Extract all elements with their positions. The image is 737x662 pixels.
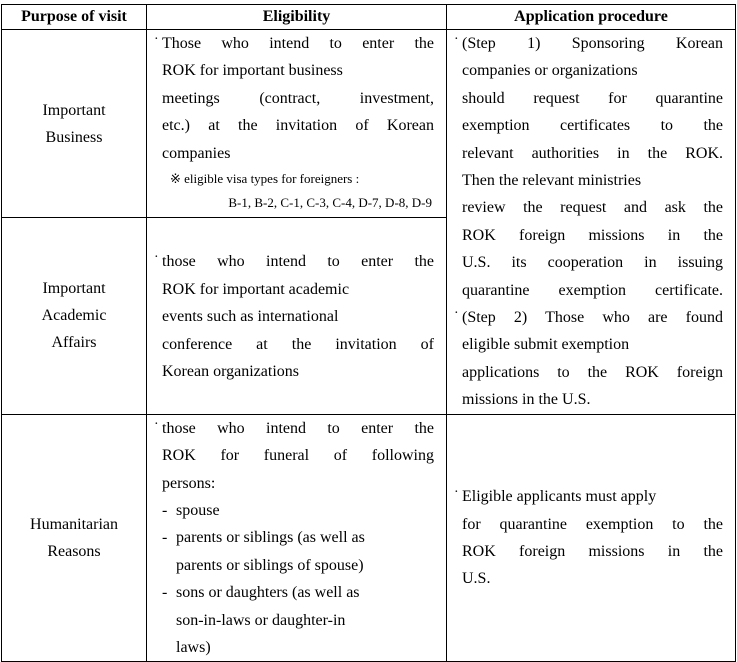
procedure-line: exemption certificates to the [462,117,723,135]
eligibility-line: etc.) at the invitation of Korean [162,117,434,135]
procedure-line: quarantine exemption certificate. [462,281,723,299]
list-item-text: laws) [176,638,211,656]
purpose-line: Affairs [51,334,97,352]
bullet-dot: · [154,250,159,266]
purpose-line: Reasons [47,543,101,561]
procedure-line: review the request and ask the [462,199,723,217]
procedure-line: should request for quarantine [462,89,723,107]
list-item [162,579,434,661]
header-eligibility: Eligibility [147,5,447,30]
header-procedure: Application procedure [447,5,736,30]
procedure-line: relevant authorities in the ROK. [462,144,723,162]
procedure-line: U.S. its cooperation in issuing [462,254,723,272]
table-row [2,30,736,218]
eligibility-cell [147,30,447,218]
eligibility-line: ROK for important business [162,62,343,80]
eligibility-line: events such as international [162,308,339,326]
dash-marker: - [162,529,168,547]
eligibility-line: Those who intend to enter the [162,35,434,52]
procedure-line: (Step 2) Those who are found [462,309,723,327]
eligibility-line: those who intend to enter the [162,419,434,437]
header-purpose: Purpose of visit [2,5,147,30]
list-item-text: parents or siblings (as well as [176,529,365,547]
eligibility-line: ROK for important academic [162,280,350,298]
procedure-line: U.S. [462,570,491,588]
procedure-line: (Step 1) Sponsoring Korean [462,35,723,52]
eligibility-line: ROK for funeral of following [162,447,434,465]
eligibility-line: conference at the invitation of [162,335,434,353]
purpose-line: Academic [41,307,107,325]
bullet-dot: · [154,32,159,47]
procedure-line: for quarantine exemption to the [462,515,723,533]
procedure-line: eligible submit exemption [462,336,630,354]
procedure-line: ROK foreign missions in the [462,226,723,244]
purpose-line: Important [42,101,106,119]
procedure-line: companies or organizations [462,62,638,80]
list-item [162,524,434,579]
purpose-line: Important [42,280,106,298]
table-row [2,414,736,662]
visa-note-label: ※ eligible visa types for foreigners : [170,171,360,187]
procedure-line: Then the relevant ministries [462,172,642,190]
relatives-list [162,497,434,661]
visit-purpose-table [1,4,736,662]
bullet-dot: · [454,306,459,322]
purpose-line: Humanitarian [30,516,118,534]
purpose-cell [2,414,147,662]
list-item [162,497,434,524]
purpose-cell [2,30,147,218]
eligibility-cell [147,414,447,662]
bullet-dot: · [154,416,159,432]
dash-marker: - [162,584,168,602]
visa-note [162,167,434,215]
list-item-text: sons or daughters (as well as [176,584,360,602]
procedure-cell-humanitarian [447,414,736,662]
bullet-dot: · [454,485,459,501]
bullet-dot: · [454,32,459,47]
eligibility-line: persons: [162,474,216,492]
dash-marker: - [162,501,168,519]
eligibility-cell [147,218,447,414]
procedure-line: Eligible applicants must apply [462,488,657,506]
visa-codes: B-1, B-2, C-1, C-3, C-4, D-7, D-8, D-9 [228,195,432,211]
eligibility-line: meetings (contract, investment, [162,89,434,107]
list-item-text: spouse [176,501,220,519]
eligibility-line: companies [162,144,231,162]
eligibility-line: Korean organizations [162,362,299,380]
procedure-cell-shared [447,30,736,415]
header-row [2,5,736,30]
purpose-cell [2,218,147,414]
list-item-text: parents or siblings of spouse) [176,556,364,574]
procedure-line: missions in the U.S. [462,391,591,409]
list-item-text: son-in-laws or daughter-in [176,611,346,629]
procedure-line: applications to the ROK foreign [462,363,723,381]
purpose-line: Business [45,128,103,146]
eligibility-line: those who intend to enter the [162,253,434,271]
procedure-line: ROK foreign missions in the [462,543,723,561]
